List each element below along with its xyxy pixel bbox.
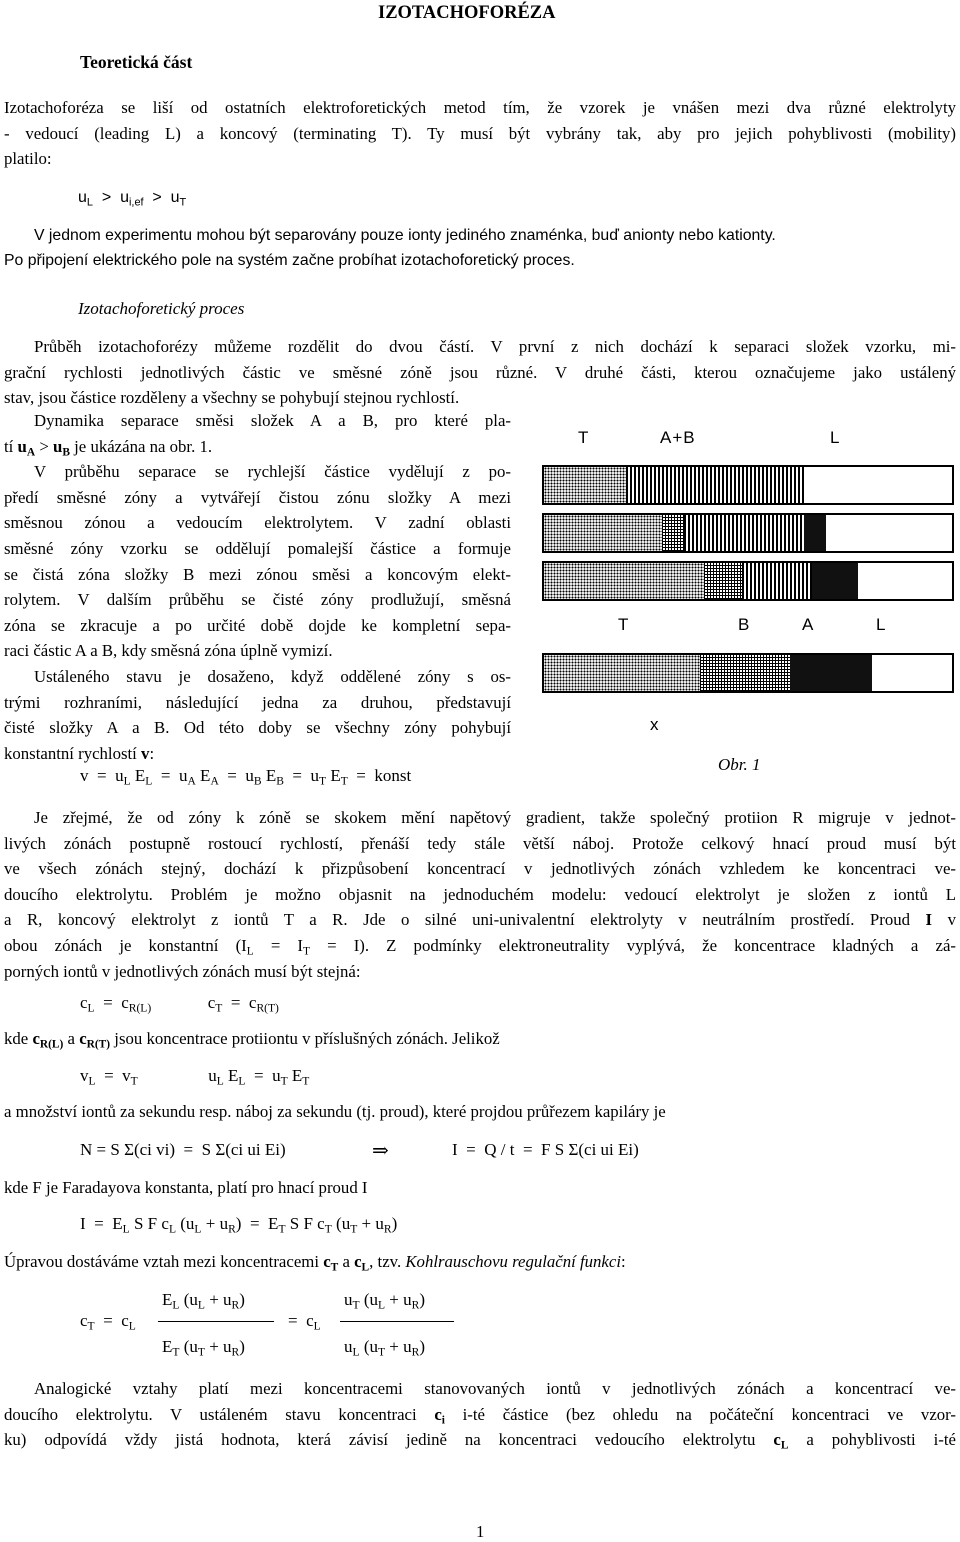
fig-label-x: x (650, 715, 660, 734)
separation-line: raci částic A a B, kdy směsná zóna úplně vymizí. (4, 641, 333, 661)
velocity-equality: $v_L = v_T$ $u_L$ $E_L = u_T$ $E_T$ (80, 1066, 310, 1088)
intro-line: - vedoucí (leading L) a koncový (terminating T). Ty musí být vybrány tak, aby pro jejich pohyblivosti (mobility) (4, 123, 956, 143)
fig-label-l-bottom: L (876, 615, 887, 634)
process-line: stav, jsou částice rozděleny a všechny se pohybují stejnou rychlostí. (4, 388, 460, 408)
zone-bar-4 (542, 653, 954, 693)
kohl-mid: = $c_L$ (288, 1311, 321, 1333)
separation-line: V průběhu separace se rychlejší částice vydělují z po- (34, 462, 511, 482)
kohl-frac2-den: $u_L$ $(u_T + u_R)$ (344, 1337, 426, 1359)
separation-line: zóna se zkracuje a po určité době dojde ke kompletní sepa- (4, 615, 511, 635)
velocity-equation: $v = u_L$ $E_L = u_A$ $E_A = u_B$ $E_B = u_T$ $E_T$ = konst (80, 766, 412, 788)
kohl-frac2-line (340, 1321, 454, 1322)
fig-label-t-top: T (578, 428, 590, 447)
fig-label-b-bottom: B (738, 615, 751, 634)
current-equation: $I = E_L$ S F $c_L$ $(u_L + u_R) = E_T$ S F $c_T$ $(u_T + u_R)$ (80, 1214, 398, 1236)
document-title: IZOTACHOFORÉZA (378, 3, 556, 23)
separation-line: předí směsné zóny a vytvářejí čistou zónu složky A mezi (4, 487, 511, 507)
kohl-frac1-num: $E_L$ $(u_L + u_R)$ (162, 1290, 245, 1312)
kohlrausch-text: Úpravou dostáváme vztah mezi koncentracemi $c_T$ a $c_L$, tzv. Kohlrauschovu regulační funkci: (4, 1252, 626, 1274)
steady-line: Ustáleného stavu je dosaženo, když oddělené zóny s os- (34, 666, 511, 686)
gradient-line: livých zónách postupně rostoucí rychlostí, přenáší tedy stále větší náboj. Protože celkový hnací proud musí být (4, 833, 956, 853)
mobility-condition: $u_L > u_{i,ef} > u_T$ (78, 189, 187, 209)
fig-label-l-top: L (830, 428, 841, 447)
final-line: doucího elektrolytu. V ustáleném stavu koncentraci $c_i$ i-té částice (bez ohledu na počáteční koncentraci ve vzor- (4, 1404, 957, 1427)
separation-ions-text: V jednom experimentu mohou být separovány pouze ionty jediného znaménka, buď anionty nebo kationty. (34, 227, 776, 244)
kohl-frac1-den: $E_T$ $(u_T + u_R)$ (162, 1337, 245, 1359)
intro-line: Izotachoforéza se liší od ostatních elektroforetických metod tím, že vzorek je vnášen mezi dva různé elektrolyty (4, 98, 956, 117)
final-line: Analogické vztahy platí mezi koncentracemi stanovovaných iontů v jednotlivých zónách a koncentrací ve- (34, 1379, 956, 1398)
process-line: grační rychlosti jednotlivých částic ve směsné zóně jsou různé. V druhé části, kterou označujeme jako ustálený (4, 362, 956, 382)
dynamics-paragraph (4, 408, 511, 766)
process-line: Průběh izotachoforézy můžeme rozdělit do dvou částí. V první z nich dochází k separaci složek vzorku, mi- (34, 337, 956, 356)
process-subheading: Izotachoforetický proces (78, 299, 245, 318)
zone-bar-3 (542, 561, 954, 601)
counterion-text: kde $c_{R(L)}$ a $c_{R(T)}$ jsou koncentrace protiiontu v příslušných zónách. Jelikož (4, 1029, 500, 1051)
dynamics-line: tí $u_A > u_B$ je ukázána na obr. 1. (4, 436, 213, 459)
separation-line: směsnou zónou a vedoucím elektrolytem. V zadní oblasti (4, 513, 511, 533)
page-number: 1 (476, 1522, 485, 1541)
figure-caption: Obr. 1 (718, 755, 761, 774)
separation-line: směsné zóny vzorku se oddělují pomalejší částice a formuje (4, 538, 511, 558)
intro-line: platilo: (4, 149, 52, 169)
steady-line: trými rozhraními, následující jedna za druhou, představují (4, 692, 511, 712)
faraday-text: kde F je Faradayova konstanta, platí pro hnací proud I (4, 1178, 368, 1197)
final-paragraph (4, 1376, 956, 1453)
steady-line: konstantní rychlostí v: (4, 743, 155, 763)
figure-isotachophoresis (540, 425, 958, 737)
final-line: ku) odpovídá vždy jistá hodnota, která závisí jedině na koncentraci vedoucího elektrolytu $c_L$ a pohyblivosti i-té (4, 1430, 957, 1452)
process-paragraph (4, 334, 956, 411)
gradient-paragraph (4, 805, 956, 984)
current-flux-equation: I = Q / t = F S Σ(ci ui Ei) (452, 1140, 639, 1159)
gradient-line: porných iontů v jednotlivých zónách musí být stejná: (4, 961, 361, 981)
gradient-line: a R, koncový elektrolyt z iontů T a R. Jde o silné uni-univalentní elektrolyty v neutrálním prostředí. Proud I v (4, 910, 956, 930)
gradient-line: doucího elektrolytu. Problém je možno objasnit na jednoduchém modelu: vedoucí elektrolyt je složen z iontů L (4, 884, 956, 904)
gradient-line: obou zónách je konstantní $(I_L = I_T = I)$. Z podmínky elektroneutrality vyplývá, že koncentrace kladných a zá- (4, 935, 956, 958)
gradient-line: Je zřejmé, že od zóny k zóně se skokem mění napětový gradient, takže společný protiion R migruje v jednot- (34, 808, 956, 827)
concentration-equation: $c_L = c_{R(L)}$ $c_T = c_{R(T)}$ (80, 993, 279, 1015)
ion-amount-text: a množství iontů za sekundu resp. náboj za sekundu (tj. proud), které projdou průřezem kapiláry je (4, 1102, 666, 1121)
gradient-line: ve všech zónách stejný, dochází k přizpůsobení koncentrací v jednotlivých zónách vzhledem ke koncentraci ve- (4, 859, 956, 879)
section-heading: Teoretická část (80, 52, 193, 72)
field-connection-text: Po připojení elektrického pole na systém začne probíhat izotachoforetický proces. (4, 252, 575, 269)
zone-bar-2 (542, 513, 954, 553)
intro-paragraph (4, 95, 956, 172)
kohlrausch-equation (0, 1280, 600, 1364)
kohl-frac2-num: $u_T$ $(u_L + u_R)$ (344, 1290, 426, 1312)
dynamics-line: Dynamika separace směsi složek A a B, pro které pla- (34, 411, 511, 430)
zone-bar-1 (542, 465, 954, 505)
fig-label-a-bottom: A (802, 615, 815, 634)
fig-label-ab-top: A+B (660, 428, 696, 447)
separation-line: rolytem. V dalším průběhu se čisté zóny prodlužují, směsná (4, 590, 511, 610)
flux-equation: N = S Σ(ci vi) = S Σ(ci ui Ei) (80, 1140, 286, 1159)
separation-line: se čistá zóna složky B mezi zónou směsi a koncovým elekt- (4, 564, 511, 584)
fig-label-t-bottom: T (618, 615, 630, 634)
steady-line: čisté složky A a B. Od této doby se všechny zóny pohybují (4, 718, 511, 738)
kohl-lhs: $c_T = c_L$ (80, 1311, 136, 1333)
implies-arrow: ⇒ (372, 1140, 389, 1162)
kohl-frac1-line (158, 1321, 274, 1322)
